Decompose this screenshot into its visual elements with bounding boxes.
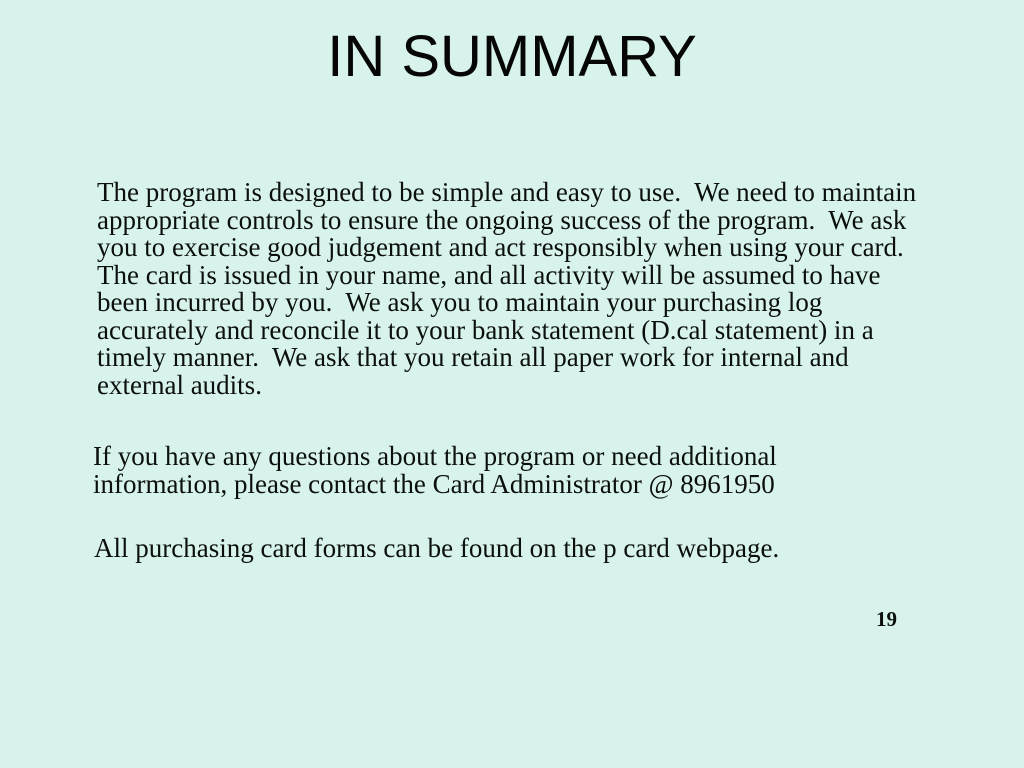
paragraph-line: external audits. <box>97 369 262 400</box>
paragraph-line: If you have any questions about the program or need additional <box>93 441 777 471</box>
paragraph-line: The card is issued in your name, and all activity will be assumed to have <box>97 259 881 290</box>
paragraph-line: timely manner. We ask that you retain all paper work for internal and <box>97 342 849 372</box>
paragraph-line: accurately and reconcile it to your bank statement (D.cal statement) in a <box>97 314 874 345</box>
paragraph-line: been incurred by you. We ask you to maintain your purchasing log <box>97 287 823 317</box>
paragraph-line: appropriate controls to ensure the ongoing success of the program. We ask <box>97 204 907 235</box>
page-number: 19 <box>876 607 897 631</box>
paragraph-line: All purchasing card forms can be found on the p card webpage. <box>94 533 780 563</box>
paragraph-line: information, please contact the Card Administrator @ 8961950 <box>93 468 775 499</box>
body-paragraph-1 <box>97 179 916 399</box>
paragraph-line: you to exercise good judgement and act responsibly when using your card. <box>97 232 904 262</box>
body-paragraph-3 <box>94 535 779 563</box>
slide-title: IN SUMMARY <box>327 24 697 89</box>
body-paragraph-2 <box>93 443 777 498</box>
paragraph-line: The program is designed to be simple and easy to use. We need to maintain <box>97 177 917 207</box>
